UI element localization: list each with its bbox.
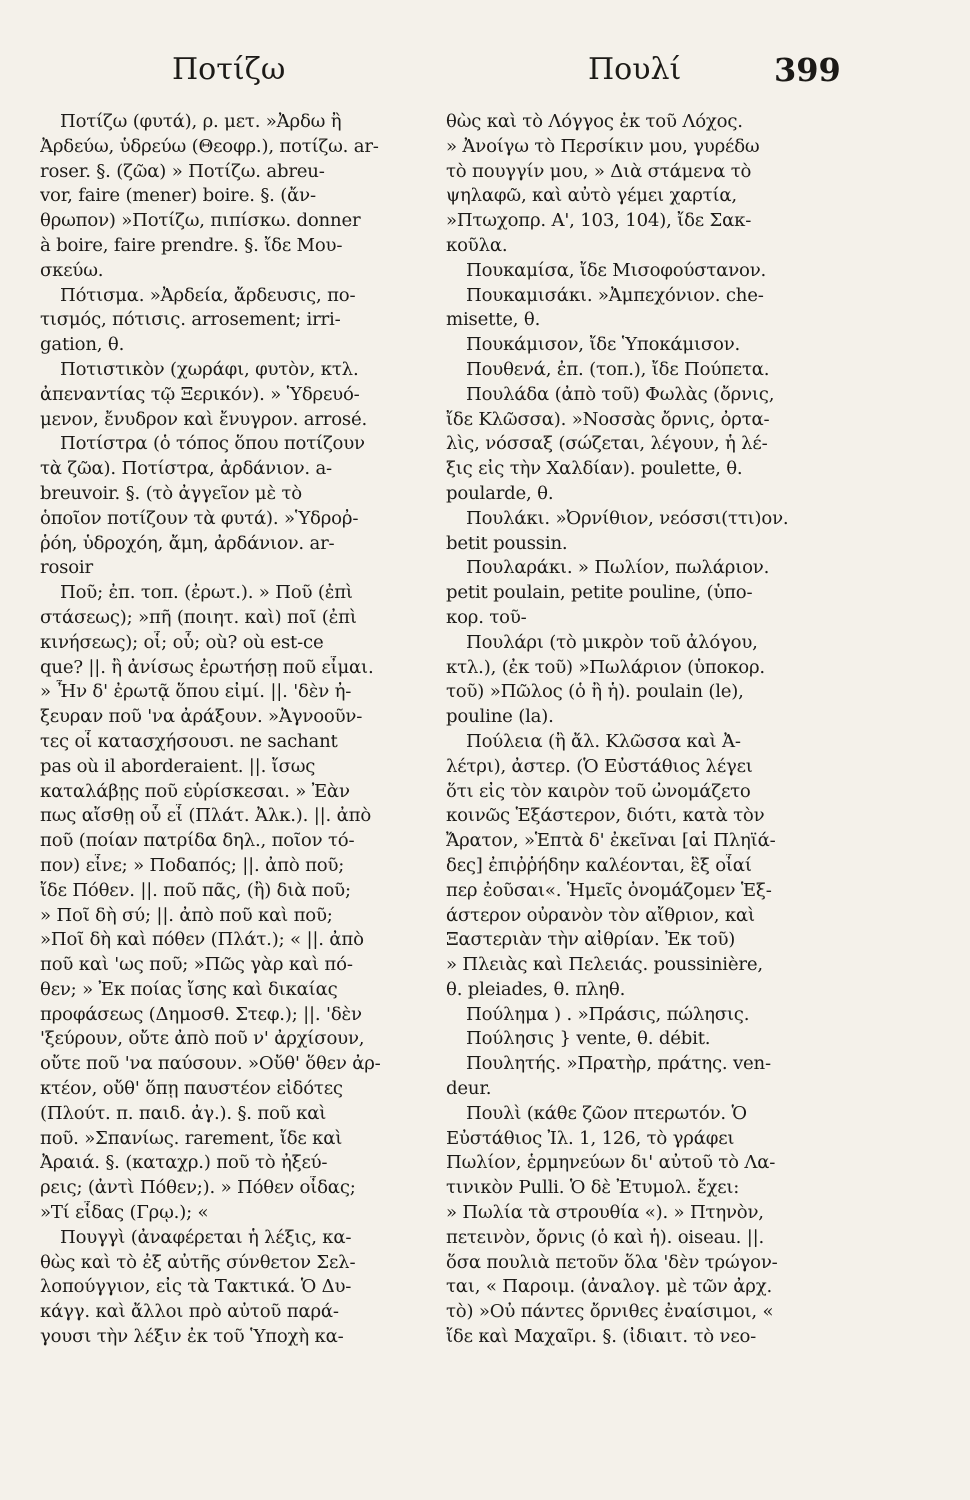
text-line: ποῦ. »Σπανίως. rarement, ἴδε καὶ — [40, 1127, 343, 1149]
text-line: » Ἦν δ' ἐρωτᾷ ὅπου εἰμί. ||. 'δὲν ἠ- — [40, 681, 352, 703]
text-line: άστερον οὐρανὸν τὸν αἴθριον, καὶ — [446, 904, 755, 926]
text-line: Πουλάκι. »Ὀρνίθιον, νεόσσι(ττι)ον. — [466, 507, 789, 529]
text-line: τὸ πουγγίν μου, » Διὰ στάμενα τὸ — [446, 160, 752, 182]
text-line: κτέον, οὔθ' ὅπῃ παυστέον εἰδότες — [40, 1078, 343, 1100]
text-line: Ποῦ; ἐπ. τοπ. (ἐρωτ.). » Ποῦ (ἐπὶ — [60, 582, 353, 604]
text-line: ποῦ καὶ 'ως ποῦ; »Πῶς γὰρ καὶ πό- — [40, 954, 353, 976]
text-line: λὶς, νόσσαξ (σώζεται, λέγουν, ἡ λέ- — [446, 433, 768, 455]
text-line: κινήσεως); οἷ; οὗ; où? où est-ce — [40, 631, 324, 653]
text-line: » Πωλία τὰ στρουθία «). » Πτηνὸν, — [446, 1202, 764, 1224]
text-line: κοῦλα. — [446, 234, 508, 256]
text-line: ῥόη, ὑδροχόη, ἄμη, ἀρδάνιον. ar- — [40, 532, 335, 554]
text-line: Ἀραιά. §. (καταχρ.) ποῦ τὸ ἠξεύ- — [40, 1152, 328, 1174]
text-line: δες] ἐπιῤῥήδην καλέονται, ἓξ οἶαί — [446, 854, 752, 876]
text-line: πετεινὸν, ὄρνις (ὁ καὶ ἡ). oiseau. ||. — [446, 1226, 765, 1248]
text-line: τοῦ) »Πῶλος (ὁ ἢ ἡ). poulain (le), — [446, 681, 744, 703]
text-line: ξις εἰς τὴν Χαλδίαν). poulette, θ. — [446, 458, 743, 480]
text-line: θεν; » Ἐκ ποίας ἴσης καὶ δικαίας — [40, 978, 338, 1000]
text-line: γουσι τὴν λέξιν ἐκ τοῦ Ὑποχὴ κα- — [40, 1326, 344, 1348]
text-line: τες οἷ κατασχήσουσι. ne sachant — [40, 730, 338, 752]
text-line: κοινῶς Ἑξάστερον, διότι, κατὰ τὸν — [446, 805, 765, 827]
text-line: Πότισμα. »Ἀρδεία, ἄρδευσις, πο- — [60, 284, 356, 306]
text-line: pas où il aborderaient. ||. ἴσως — [40, 755, 316, 777]
text-line: »Πτωχοπρ. Α', 103, 104), ἴδε Σακ- — [446, 210, 752, 232]
text-line: Πουκαμισάκι. »Ἀμπεχόνιον. che- — [466, 284, 764, 306]
text-line: ὁποῖον ποτίζουν τὰ φυτά). »Ὑδροῤ- — [40, 507, 359, 529]
text-line: deur. — [446, 1078, 492, 1100]
left-column — [40, 110, 438, 1350]
left-running-head: Ποτίζω — [172, 52, 286, 87]
text-line: Πουλαράκι. » Πωλίον, πωλάριον. — [466, 557, 770, 579]
text-line: ται, « Παροιμ. (ἀναλογ. μὲ τῶν ἀρχ. — [446, 1276, 773, 1298]
text-line: λέτρι), ἀστερ. (Ὁ Εὐστάθιος λέγει — [446, 755, 753, 777]
text-line: pouline (la). — [446, 706, 554, 728]
text-line: ὅσα πουλιὰ πετοῦν ὅλα 'δὲν τρώγον- — [446, 1251, 778, 1273]
text-line: πως αἴσθῃ οὗ εἶ (Πλάτ. Ἀλκ.). ||. ἀπὸ — [40, 805, 372, 827]
text-line: Ἀρδεύω, ὑδρεύω (Θεοφρ.), ποτίζω. ar- — [40, 135, 379, 157]
text-line: Πουκαμίσα, ἴδε Μισοφούστανον. — [466, 259, 767, 281]
text-line: gation, θ. — [40, 334, 125, 356]
text-line: vor, faire (mener) boire. §. (ἄν- — [40, 185, 316, 207]
text-line: θὼς καὶ τὸ ἐξ αὐτῆς σύνθετον Σελ- — [40, 1251, 356, 1273]
text-line: ξευραν ποῦ 'να ἀράξουν. »Ἀγνοοῦν- — [40, 706, 363, 728]
text-line: roser. §. (ζῶα) » Ποτίζω. abreu- — [40, 160, 325, 182]
text-line: » Ποῖ δὴ σύ; ||. ἀπὸ ποῦ καὶ ποῦ; — [40, 904, 333, 926]
page-number: 399 — [774, 51, 841, 89]
text-line: θὼς καὶ τὸ Λόγγος ἐκ τοῦ Λόχος. — [446, 111, 743, 132]
text-line: ἴδε Πόθεν. ||. ποῦ πᾶς, (ἢ) διὰ ποῦ; — [40, 879, 351, 901]
text-line: ὅτι εἰς τὸν καιρὸν τοῦ ὠνομάζετο — [446, 780, 751, 802]
text-line: ψηλαφῶ, καὶ αὐτὸ γέμει χαρτία, — [446, 185, 737, 207]
text-line: Πούλησις } vente, θ. débit. — [466, 1028, 711, 1050]
text-line: τινικὸν Pulli. Ὁ δὲ Ἐτυμολ. ἔχει: — [446, 1177, 740, 1199]
text-line: Ποτίστρα (ὁ τόπος ὅπου ποτίζουν — [60, 433, 365, 455]
text-line: Πούλημα ) . »Πράσις, πώλησις. — [466, 1003, 750, 1025]
text-line: que? ||. ἢ ἀνίσως ἐρωτήσῃ ποῦ εἶμαι. — [40, 656, 374, 678]
text-line: τὸ) »Οὐ πάντες ὄρνιθες ἐναίσιμοι, « — [446, 1301, 774, 1323]
text-line: Πουλητής. »Πρατὴρ, πράτης. ven- — [466, 1053, 771, 1075]
text-line: προφάσεως (Δημοσθ. Στεφ.); ||. 'δὲν — [40, 1003, 362, 1025]
text-line: Πουλὶ (κάθε ζῶον πτερωτόν. Ὁ — [466, 1102, 747, 1124]
text-line: betit poussin. — [446, 532, 568, 554]
text-line: σκεύω. — [40, 259, 104, 281]
text-line: Πουλάρι (τὸ μικρὸν τοῦ ἀλόγου, — [466, 631, 758, 653]
text-line: κάγγ. καὶ ἄλλοι πρὸ αὐτοῦ παρά- — [40, 1301, 339, 1323]
text-line: »Τί εἶδας (Γρῳ.); « — [40, 1202, 209, 1224]
text-line: rosoir — [40, 557, 93, 579]
text-line: οὔτε ποῦ 'να παύσουν. »Οὔθ' ὅθεν ἀρ- — [40, 1053, 381, 1075]
text-line: κτλ.), (ἐκ τοῦ) »Πωλάριον (ὑποκορ. — [446, 656, 765, 678]
text-line: στάσεως); »πῆ (ποιητ. καὶ) ποῖ (ἐπὶ — [40, 606, 357, 628]
text-line: ποῦ (ποίαν πατρίδα δηλ., ποῖον τό- — [40, 830, 355, 852]
text-line: ἀπεναντίας τῷ Ξερικόν). » Ὑδρευό- — [40, 383, 360, 405]
text-line: ρεις; (ἀντὶ Πόθεν;). » Πόθεν οἶδας; — [40, 1177, 356, 1199]
text-line: καταλάβῃς ποῦ εὑρίσκεσαι. » Ἐὰν — [40, 780, 350, 802]
text-line: »Ποῖ δὴ καὶ πόθεν (Πλάτ.); « ||. ἀπὸ — [40, 929, 364, 951]
text-line: κορ. τοῦ- — [446, 606, 527, 628]
text-line: 'ξεύρουν, οὔτε ἀπὸ ποῦ ν' ἀρχίσουν, — [40, 1028, 365, 1050]
text-line: περ ἐοῦσαι«. Ἡμεῖς ὀνομάζομεν Ἑξ- — [446, 879, 772, 901]
text-line: à boire, faire prendre. §. ἴδε Μου- — [40, 234, 343, 256]
text-line: Εὐστάθιος Ἰλ. 1, 126, τὸ γράφει — [446, 1127, 735, 1149]
text-line: Ξαστεριὰν τὴν αἰθρίαν. Ἐκ τοῦ) — [446, 929, 736, 951]
text-line: Πουγγὶ (ἀναφέρεται ἡ λέξις, κα- — [60, 1226, 352, 1248]
text-line: λοπούγγιον, εἰς τὰ Τακτικά. Ὁ Δυ- — [40, 1276, 352, 1298]
text-line: » Πλειὰς καὶ Πελειάς. poussinière, — [446, 954, 763, 976]
text-line: Ἄρατον, »Ἑπτὰ δ' ἐκεῖναι [αἱ Πληϊά- — [446, 830, 776, 852]
right-column — [446, 110, 848, 1350]
text-line: breuvoir. §. (τὸ ἀγγεῖον μὲ τὸ — [40, 482, 303, 504]
text-line: poularde, θ. — [446, 482, 554, 504]
text-line: τισμός, πότισις. arrosement; irri- — [40, 309, 341, 331]
text-line: » Ἀνοίγω τὸ Περσίκιν μου, γυρέδω — [446, 135, 760, 157]
text-line: μενον, ἔνυδρον καὶ ἔνυγρον. arrosé. — [40, 408, 368, 430]
text-line: ἴδε καὶ Μαχαῖρι. §. (ἰδιαιτ. τὸ νεο- — [446, 1326, 757, 1348]
text-line: θ. pleiades, θ. πληθ. — [446, 978, 626, 1000]
text-line: Πούλεια (ἢ ἄλ. Κλῶσσα καὶ Ἀ- — [466, 730, 741, 752]
text-line: θρωπον) »Ποτίζω, πιπίσκω. donner — [40, 210, 361, 232]
text-line: Ποτιστικὸν (χωράφι, φυτὸν, κτλ. — [60, 358, 359, 380]
text-line: πον) εἶνε; » Ποδαπός; ||. ἀπὸ ποῦ; — [40, 854, 345, 876]
text-line: τὰ ζῶα). Ποτίστρα, ἀρδάνιον. a- — [40, 458, 332, 480]
text-line: Ποτίζω (φυτά), ρ. μετ. »Ἀρδω ἢ — [60, 111, 342, 132]
text-line: petit poulain, petite pouline, (ὑπο- — [446, 582, 753, 604]
text-line: ἴδε Κλῶσσα). »Νοσσὰς ὄρνις, ὀρτα- — [446, 408, 770, 430]
text-line: Πουλάδα (ἀπὸ τοῦ) Φωλὰς (ὄρνις, — [466, 383, 775, 405]
text-line: (Πλούτ. π. παιδ. ἀγ.). §. ποῦ καὶ — [40, 1102, 327, 1124]
text-line: Πουκάμισον, ἴδε Ὑποκάμισον. — [466, 334, 741, 356]
text-line: Πουθενά, ἐπ. (τοπ.), ἴδε Πούπετα. — [466, 358, 770, 380]
right-running-head: Πουλί — [588, 52, 682, 87]
text-line: Πωλίον, ἑρμηνεύων δι' αὐτοῦ τὸ Λα- — [446, 1152, 776, 1174]
text-line: misette, θ. — [446, 309, 541, 331]
